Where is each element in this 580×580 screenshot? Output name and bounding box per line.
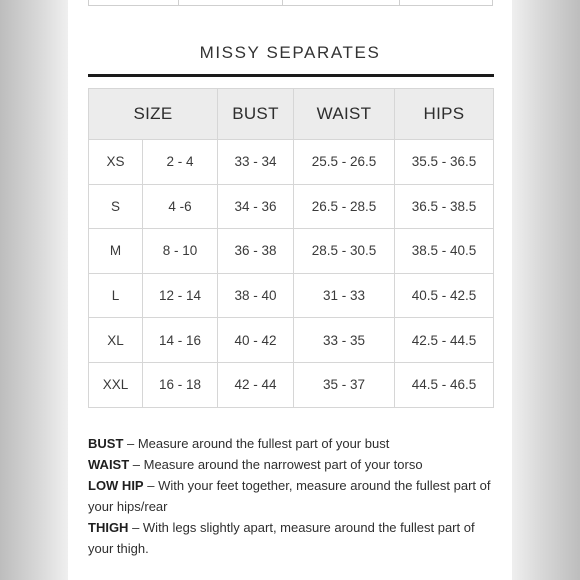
note-term: WAIST bbox=[88, 457, 130, 472]
note-low-hip bbox=[88, 475, 498, 517]
size-letter-cell: XL bbox=[89, 318, 143, 363]
chart-title: MISSY SEPARATES bbox=[199, 43, 381, 62]
size-number-cell: 16 - 18 bbox=[143, 362, 218, 407]
size-table bbox=[88, 88, 494, 408]
table-row bbox=[89, 229, 494, 274]
table-divider bbox=[282, 0, 283, 6]
hips-cell: 38.5 - 40.5 bbox=[395, 229, 494, 274]
waist-cell: 28.5 - 30.5 bbox=[294, 229, 395, 274]
table-row bbox=[89, 318, 494, 363]
table-row bbox=[89, 140, 494, 185]
bust-cell: 34 - 36 bbox=[218, 184, 294, 229]
note-term: THIGH bbox=[88, 520, 129, 535]
note-text: – Measure around the narrowest part of your torso bbox=[129, 457, 423, 472]
waist-cell: 25.5 - 26.5 bbox=[294, 140, 395, 185]
bust-cell: 38 - 40 bbox=[218, 273, 294, 318]
size-number-cell: 4 -6 bbox=[143, 184, 218, 229]
note-text: – Measure around the fullest part of your bust bbox=[123, 436, 390, 451]
bust-cell: 33 - 34 bbox=[218, 140, 294, 185]
note-text: – With legs slightly apart, measure around the fullest part of your thigh. bbox=[88, 520, 475, 556]
waist-cell: 33 - 35 bbox=[294, 318, 395, 363]
waist-cell: 31 - 33 bbox=[294, 273, 395, 318]
hips-cell: 36.5 - 38.5 bbox=[395, 184, 494, 229]
size-letter-cell: L bbox=[89, 273, 143, 318]
note-thigh bbox=[88, 517, 498, 559]
waist-cell: 26.5 - 28.5 bbox=[294, 184, 395, 229]
note-term: LOW HIP bbox=[88, 478, 144, 493]
header-hips: HIPS bbox=[395, 89, 494, 140]
hips-cell: 35.5 - 36.5 bbox=[395, 140, 494, 185]
table-header-row bbox=[89, 89, 494, 140]
size-number-cell: 2 - 4 bbox=[143, 140, 218, 185]
measurement-notes bbox=[88, 433, 498, 559]
title-rule bbox=[88, 74, 494, 77]
table-divider bbox=[399, 0, 400, 6]
size-number-cell: 12 - 14 bbox=[143, 273, 218, 318]
size-letter-cell: XS bbox=[89, 140, 143, 185]
hips-cell: 42.5 - 44.5 bbox=[395, 318, 494, 363]
header-waist: WAIST bbox=[294, 89, 395, 140]
note-term: BUST bbox=[88, 436, 124, 451]
table-row bbox=[89, 362, 494, 407]
header-size: SIZE bbox=[89, 89, 218, 140]
hips-cell: 40.5 - 42.5 bbox=[395, 273, 494, 318]
size-letter-cell: M bbox=[89, 229, 143, 274]
size-letter-cell: S bbox=[89, 184, 143, 229]
table-row bbox=[89, 273, 494, 318]
bust-cell: 40 - 42 bbox=[218, 318, 294, 363]
table-divider bbox=[178, 0, 179, 6]
previous-table-edge bbox=[88, 0, 493, 6]
size-letter-cell: XXL bbox=[89, 362, 143, 407]
header-bust: BUST bbox=[218, 89, 294, 140]
size-number-cell: 8 - 10 bbox=[143, 229, 218, 274]
bust-cell: 42 - 44 bbox=[218, 362, 294, 407]
note-bust bbox=[88, 433, 498, 454]
hips-cell: 44.5 - 46.5 bbox=[395, 362, 494, 407]
size-number-cell: 14 - 16 bbox=[143, 318, 218, 363]
table-row bbox=[89, 184, 494, 229]
note-text: – With your feet together, measure around the fullest part of your hips/rear bbox=[88, 478, 491, 514]
bust-cell: 36 - 38 bbox=[218, 229, 294, 274]
note-waist bbox=[88, 454, 498, 475]
waist-cell: 35 - 37 bbox=[294, 362, 395, 407]
